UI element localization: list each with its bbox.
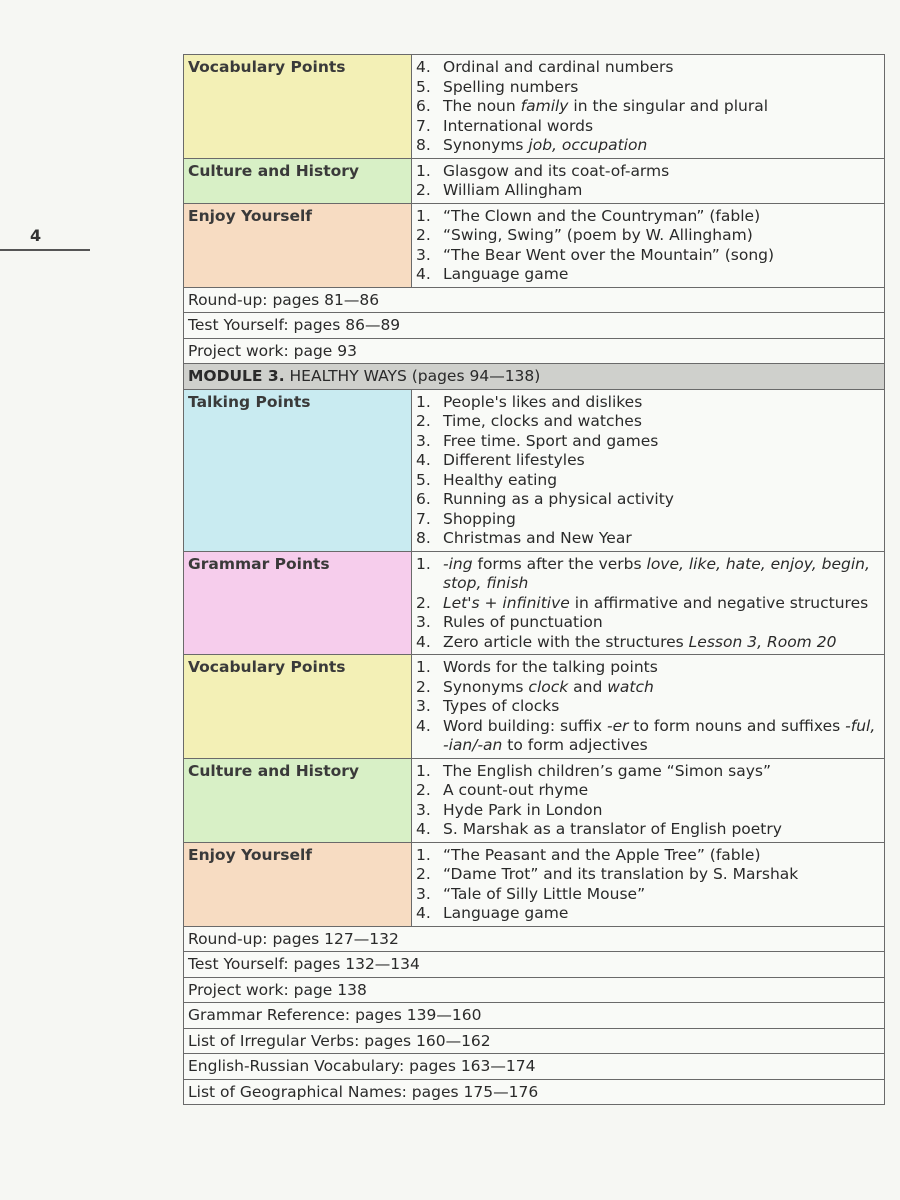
toc-entry: List of Irregular Verbs: pages 160—162 bbox=[184, 1028, 885, 1054]
row-label: Enjoy Yourself bbox=[184, 203, 412, 287]
page-number-rule bbox=[0, 249, 90, 251]
list-item: 7. Shopping bbox=[416, 509, 516, 528]
contents-table bbox=[183, 54, 885, 1105]
list-item: 1. The English children’s game “Simon says” bbox=[416, 761, 772, 780]
row-label: Culture and History bbox=[184, 758, 412, 842]
list-item: 2. Time, clocks and watches bbox=[416, 412, 642, 430]
list-item: 2. Let's + infinitive in affirmative and negative structures bbox=[416, 593, 869, 612]
list-item: 5. Healthy eating bbox=[416, 470, 558, 489]
toc-row-roundup bbox=[184, 926, 885, 952]
toc-row-grammar-points bbox=[184, 551, 885, 655]
list-item: 6. The noun family in the singular and plural bbox=[416, 97, 769, 115]
list-item: 1. “The Clown and the Countryman” (fable) bbox=[416, 206, 761, 225]
row-label: Talking Points bbox=[184, 389, 412, 551]
row-label: Enjoy Yourself bbox=[184, 842, 412, 926]
row-items bbox=[412, 389, 885, 551]
list-item: 5. Spelling numbers bbox=[416, 77, 579, 96]
list-item: 4. Word building: suffix -er to form nouns and suffixes -ful, -ian/-an to form adjectives bbox=[416, 716, 876, 754]
toc-row-talking-points bbox=[184, 389, 885, 551]
toc-row-project-work bbox=[184, 338, 885, 364]
toc-entry: Round-up: pages 127—132 bbox=[184, 926, 885, 952]
row-label: Vocabulary Points bbox=[184, 655, 412, 759]
toc-row-grammar-reference bbox=[184, 1003, 885, 1029]
toc-entry: Grammar Reference: pages 139—160 bbox=[184, 1003, 885, 1029]
list-item: 3. Hyde Park in London bbox=[416, 800, 603, 819]
toc-row-project-work bbox=[184, 977, 885, 1003]
list-item: 2. Synonyms clock and watch bbox=[416, 677, 654, 696]
list-item: 6. Running as a physical activity bbox=[416, 490, 674, 508]
list-item: 1. Words for the talking points bbox=[416, 658, 658, 676]
toc-row-enjoy-yourself bbox=[184, 203, 885, 287]
page-number: 4 bbox=[30, 226, 42, 245]
list-item: 4. Different lifestyles bbox=[416, 451, 585, 469]
list-item: 4. Ordinal and cardinal numbers bbox=[416, 58, 674, 76]
list-item: 3. Free time. Sport and games bbox=[416, 431, 659, 450]
row-items bbox=[412, 655, 885, 759]
list-item: 2. A count-out rhyme bbox=[416, 781, 589, 799]
row-label: Vocabulary Points bbox=[184, 55, 412, 159]
row-items bbox=[412, 55, 885, 159]
list-item: 1. “The Peasant and the Apple Tree” (fable) bbox=[416, 845, 761, 864]
list-item: 3. Rules of punctuation bbox=[416, 613, 603, 631]
row-items bbox=[412, 758, 885, 842]
module-title: MODULE 3. HEALTHY WAYS (pages 94—138) bbox=[184, 364, 885, 390]
list-item: 1. -ing forms after the verbs love, like, hate, enjoy, begin, stop, finish bbox=[416, 554, 870, 592]
list-item: 8. Christmas and New Year bbox=[416, 529, 632, 547]
toc-row-vocabulary bbox=[184, 1054, 885, 1080]
list-item: 3. Types of clocks bbox=[416, 697, 560, 715]
toc-row-vocabulary-points bbox=[184, 655, 885, 759]
toc-entry: English-Russian Vocabulary: pages 163—174 bbox=[184, 1054, 885, 1080]
toc-entry: List of Geographical Names: pages 175—176 bbox=[184, 1079, 885, 1105]
list-item: 3. “The Bear Went over the Mountain” (song) bbox=[416, 245, 775, 264]
list-item: 2. “Dame Trot” and its translation by S. Marshak bbox=[416, 865, 799, 883]
list-item: 7. International words bbox=[416, 116, 594, 135]
module-header bbox=[184, 364, 885, 390]
list-item: 1. Glasgow and its coat-of-arms bbox=[416, 161, 670, 180]
row-items bbox=[412, 842, 885, 926]
list-item: 4. S. Marshak as a translator of English poetry bbox=[416, 820, 782, 838]
toc-entry: Test Yourself: pages 86—89 bbox=[184, 313, 885, 339]
toc-entry: Project work: page 93 bbox=[184, 338, 885, 364]
toc-entry: Test Yourself: pages 132—134 bbox=[184, 952, 885, 978]
toc-entry: Round-up: pages 81—86 bbox=[184, 287, 885, 313]
list-item: 8. Synonyms job, occupation bbox=[416, 136, 648, 154]
list-item: 4. Language game bbox=[416, 265, 569, 283]
toc-row-geographical-names bbox=[184, 1079, 885, 1105]
toc-row-roundup bbox=[184, 287, 885, 313]
row-items bbox=[412, 551, 885, 655]
list-item: 1. People's likes and dislikes bbox=[416, 392, 643, 411]
row-items bbox=[412, 158, 885, 203]
row-label: Culture and History bbox=[184, 158, 412, 203]
toc-row-enjoy-yourself bbox=[184, 842, 885, 926]
row-items bbox=[412, 203, 885, 287]
toc-row-vocabulary-points bbox=[184, 55, 885, 159]
list-item: 3. “Tale of Silly Little Mouse” bbox=[416, 884, 646, 903]
list-item: 4. Zero article with the structures Lesson 3, Room 20 bbox=[416, 632, 837, 651]
toc-row-test-yourself bbox=[184, 313, 885, 339]
list-item: 2. William Allingham bbox=[416, 181, 583, 199]
list-item: 4. Language game bbox=[416, 904, 569, 922]
list-item: 2. “Swing, Swing” (poem by W. Allingham) bbox=[416, 226, 753, 244]
toc-row-test-yourself bbox=[184, 952, 885, 978]
toc-row-irregular-verbs bbox=[184, 1028, 885, 1054]
row-label: Grammar Points bbox=[184, 551, 412, 655]
toc-row-culture-history bbox=[184, 758, 885, 842]
toc-entry: Project work: page 138 bbox=[184, 977, 885, 1003]
toc-row-culture-history bbox=[184, 158, 885, 203]
